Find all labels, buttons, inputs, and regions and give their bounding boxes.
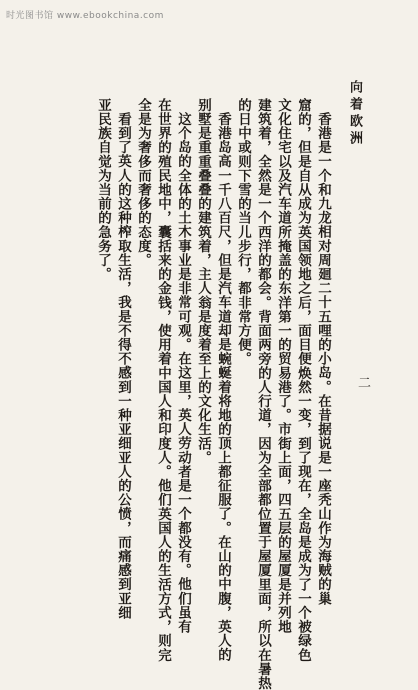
- text-line: 香港是一个和九龙相对周廻二十五哩的小岛。在昔据说是一座秃山作为海贼的巢: [315, 112, 331, 606]
- text-line: 的日中或则下雪的当儿步行，都非常方便。: [235, 98, 251, 366]
- running-title: 向着欧洲: [347, 80, 362, 148]
- text-line: 亚民族自觉为当前的急务了。: [95, 98, 111, 282]
- body-text: [93, 98, 333, 690]
- text-line: 看到了英人的这种榨取生活，我是不得不感到一种亚细亚人的公愤，而痛感到亚细: [115, 112, 131, 620]
- text-line: 全是为奢侈而奢侈的态度。: [135, 98, 151, 268]
- watermark-text: 时光图书馆 www.ebookchina.com: [6, 11, 164, 21]
- page-number: 二: [358, 376, 372, 391]
- text-line: 别墅是重重叠叠的建筑着，主人翁是度着至上的文化生活。: [195, 98, 211, 465]
- text-line: 窟的，但是自从成为英国领地之后，面目便焕然一变，到了现在，全岛是成为了一个被绿色: [295, 98, 311, 662]
- text-line: 香港岛高一千八百尺，但是汽车道却是蜿蜒着将地的顶上都征服了。在山的中腹，英人的: [215, 112, 231, 662]
- text-line: 在世界的殖民地中，囊括来的金钱，使用着中国人和印度人。他们英国人的生活方式，则完: [155, 98, 171, 662]
- text-line: 建筑着，全然是一个西洋的都会。背面两旁的人行道，因为全部都位置于屋厦里面，所以在暑热: [255, 98, 271, 690]
- text-line: 文化住宅以及汽车道所掩盖的东洋第一的贸易港了。市街上面，四五层的屋厦是并列地: [275, 98, 291, 634]
- text-line: 这个岛的全体的土木事业是非常可观。在这里，英人劳动者是一个都没有。他们虽有: [175, 112, 191, 634]
